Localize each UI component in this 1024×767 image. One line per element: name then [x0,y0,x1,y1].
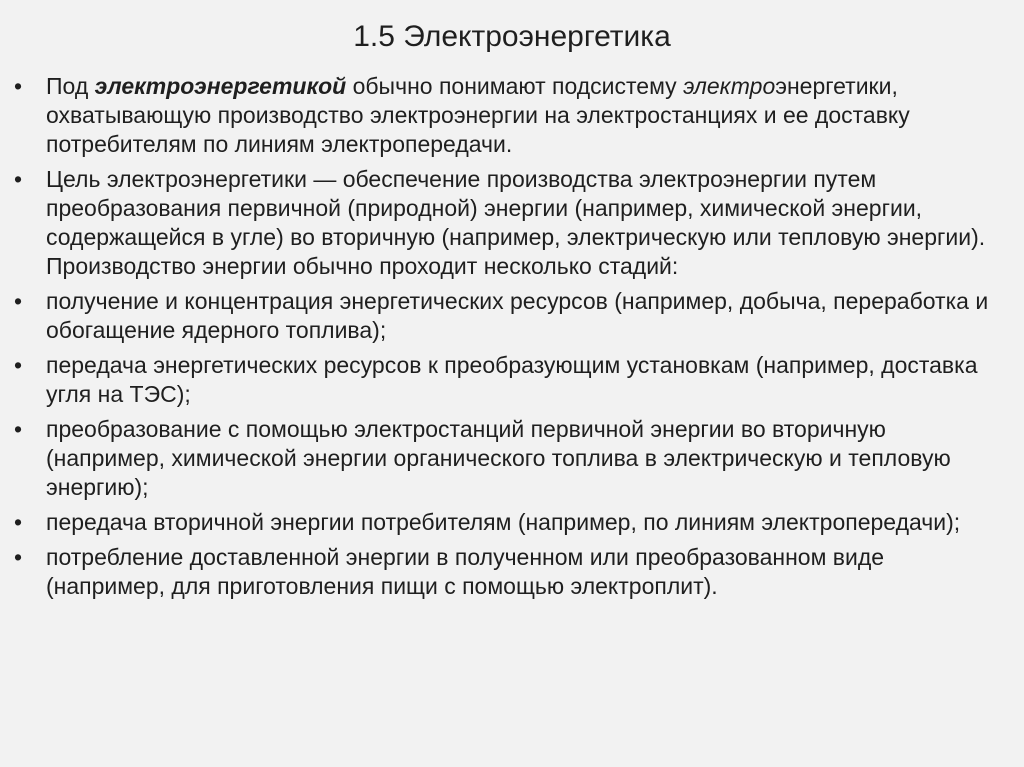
list-item [14,508,1004,537]
list-item-text: преобразование с помощью электростанций первичной энергии во вторичную (например, химической энергии органического топлива в электрическую и тепловую энергию); [46,416,951,500]
definition-text: обычно понимают подсистему [346,73,684,99]
italic-prefix: электро [683,73,776,99]
list-item-text: передача вторичной энергии потребителям (например, по линиям электропередачи); [46,509,961,535]
list-item-text: потребление доставленной энергии в полученном или преобразованном виде (например, для приготовления пищи с помощью электроплит). [46,544,885,599]
list-item [14,165,1004,281]
list-item-text: Цель электроэнергетики — обеспечение производства электроэнергии путем преобразования первичной (природной) энергии (например, химической энергии, содержащейся в угле) во вторичную (например, электрическую или тепловую энергии). Производство энергии обычно проходит несколько стадий: [46,166,986,279]
slide-title: 1.5 Электроэнергетика [353,20,671,53]
bullet-icon: • [14,73,23,99]
bullet-icon: • [14,288,23,314]
bullet-icon: • [14,416,23,442]
list-item [14,543,1004,601]
definition-rest: энергетики, охватывающую производство электроэнергии на электростанциях и ее доставку потребителям по линиям электропередачи. [46,73,910,157]
bullet-list [14,72,1004,607]
defined-term: электроэнергетикой [94,73,347,99]
bullet-icon: • [14,509,23,535]
list-item [14,72,1004,159]
definition-intro: Под [46,73,95,99]
bullet-icon: • [14,166,23,192]
list-item [14,287,1004,345]
list-item-text: получение и концентрация энергетических ресурсов (например, добыча, переработка и обогащение ядерного топлива); [46,288,989,343]
bullet-icon: • [14,544,23,570]
bullet-icon: • [14,352,23,378]
list-item-text: передача энергетических ресурсов к преобразующим установкам (например, доставка угля на ТЭС); [46,352,978,407]
list-item [14,415,1004,502]
list-item [14,351,1004,409]
